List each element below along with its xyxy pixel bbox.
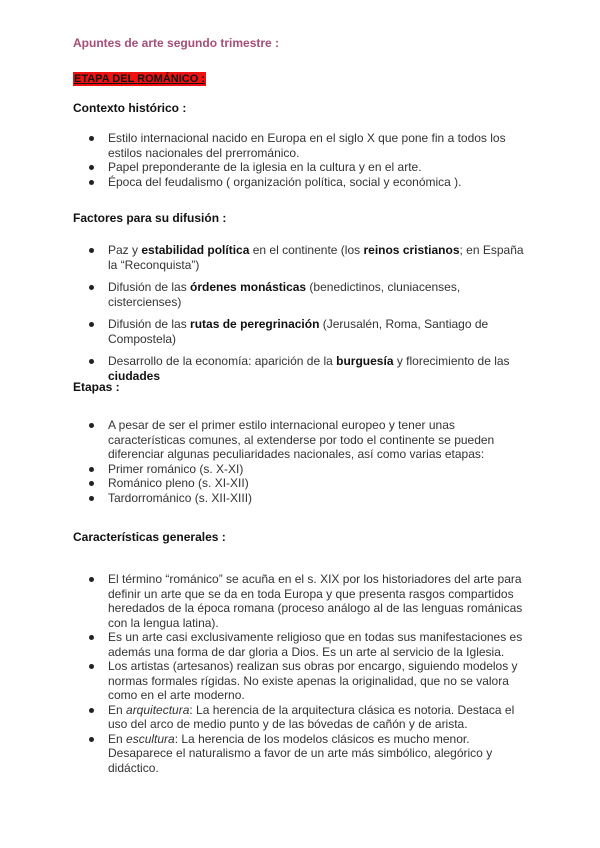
- bullet-icon: [89, 481, 94, 486]
- heading-contexto: Contexto histórico :: [73, 101, 187, 115]
- bullet-icon: [89, 322, 94, 327]
- bullet-icon: [89, 136, 94, 141]
- etapas-list: [0, 418, 600, 505]
- list-item: Paz y estabilidad política en el continente (los reinos cristianos; en España la “Reconquista”): [0, 243, 600, 272]
- heading-factores: Factores para su difusión :: [73, 211, 227, 225]
- list-item: Papel preponderante de la iglesia en la cultura y en el arte.: [0, 160, 600, 175]
- caracteristicas-list: [0, 572, 600, 775]
- bullet-icon: [89, 180, 94, 185]
- list-item: Es un arte casi exclusivamente religioso que en todas sus manifestaciones es además una forma de dar gloria a Dios. Es un arte al servicio de la Iglesia.: [0, 630, 600, 659]
- list-item: A pesar de ser el primer estilo internacional europeo y tener unas características comunes, al extenderse por todo el continente se pueden diferenciar algunas peculiaridades nacionales, así como varias etapas:: [0, 418, 600, 462]
- bullet-icon: [89, 737, 94, 742]
- list-item: Románico pleno (s. XI-XII): [0, 476, 600, 491]
- bullet-icon: [89, 165, 94, 170]
- list-item: En escultura: La herencia de los modelos clásicos es mucho menor. Desaparece el naturalismo a favor de un arte más simbólico, alegórico y didáctico.: [0, 732, 600, 776]
- bullet-icon: [89, 577, 94, 582]
- section-title: ETAPA DEL ROMÁNICO :: [74, 73, 205, 85]
- list-item: Desarrollo de la economía: aparición de la burguesía y florecimiento de las ciudades: [0, 354, 600, 383]
- bullet-icon: [89, 285, 94, 290]
- bullet-icon: [89, 708, 94, 713]
- heading-caracteristicas: Características generales :: [73, 530, 226, 544]
- bullet-icon: [89, 248, 94, 253]
- list-item: Tardorrománico (s. XII-XIII): [0, 491, 600, 506]
- document-title: Apuntes de arte segundo trimestre :: [73, 36, 280, 50]
- factores-list: [0, 243, 600, 391]
- list-item: En arquitectura: La herencia de la arquitectura clásica es notoria. Destaca el uso del arco de medio punto y de las bóvedas de cañón y de arista.: [0, 703, 600, 732]
- bullet-icon: [89, 423, 94, 428]
- list-item: Difusión de las órdenes monásticas (benedictinos, cluniacenses, cistercienses): [0, 280, 600, 309]
- heading-etapas: Etapas :: [73, 380, 120, 394]
- bullet-icon: [89, 664, 94, 669]
- list-item: Época del feudalismo ( organización política, social y económica ).: [0, 175, 600, 190]
- list-item: Estilo internacional nacido en Europa en el siglo X que pone fin a todos los estilos nacionales del prerrománico.: [0, 131, 600, 160]
- bullet-icon: [89, 635, 94, 640]
- list-item: El término “románico” se acuña en el s. XIX por los historiadores del arte para definir un arte que se da en toda Europa y que presenta rasgos compartidos heredados de la época romana (proceso análogo al de las lenguas románicas con la lengua latina).: [0, 572, 600, 630]
- bullet-icon: [89, 359, 94, 364]
- list-item: Primer románico (s. X-XI): [0, 462, 600, 477]
- list-item: Difusión de las rutas de peregrinación (Jerusalén, Roma, Santiago de Compostela): [0, 317, 600, 346]
- bullet-icon: [89, 496, 94, 501]
- list-item: Los artistas (artesanos) realizan sus obras por encargo, siguiendo modelos y normas formales rígidas. No existe apenas la originalidad, que no se valora como en el arte moderno.: [0, 659, 600, 703]
- bullet-icon: [89, 467, 94, 472]
- contexto-list: [0, 131, 600, 189]
